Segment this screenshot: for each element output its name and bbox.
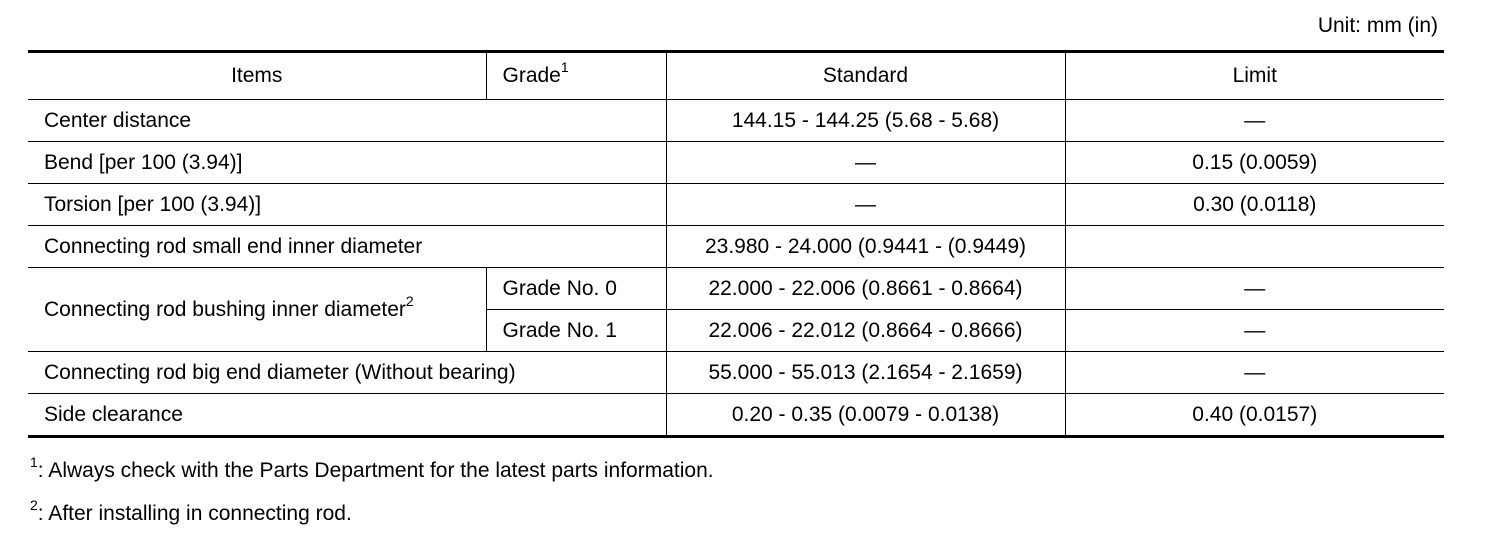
standard-cell: 23.980 - 24.000 (0.9441 - (0.9449) xyxy=(666,226,1065,268)
item-cell xyxy=(28,268,486,352)
limit-cell: — xyxy=(1065,352,1444,394)
footnote-2 xyxy=(30,499,714,542)
limit-cell: — xyxy=(1065,100,1444,142)
grade-cell: Grade No. 1 xyxy=(486,310,666,352)
footnote-1 xyxy=(30,456,714,499)
standard-cell: 0.20 - 0.35 (0.0079 - 0.0138) xyxy=(666,394,1065,437)
header-row xyxy=(28,52,1444,100)
item-cell: Side clearance xyxy=(28,394,666,437)
header-grade xyxy=(486,52,666,100)
standard-cell: 55.000 - 55.013 (2.1654 - 2.1659) xyxy=(666,352,1065,394)
header-grade-label: Grade xyxy=(502,64,561,87)
header-standard xyxy=(666,52,1065,100)
standard-cell: 144.15 - 144.25 (5.68 - 5.68) xyxy=(666,100,1065,142)
unit-label: Unit: mm (in) xyxy=(1317,14,1438,37)
item-cell: Bend [per 100 (3.94)] xyxy=(28,142,666,184)
limit-cell: 0.30 (0.0118) xyxy=(1065,184,1444,226)
footnote-1-text: : Always check with the Parts Department for the latest parts information. xyxy=(37,459,714,482)
limit-cell xyxy=(1065,226,1444,268)
table-row xyxy=(28,226,1444,268)
bushing-item-label: Connecting rod bushing inner diameter xyxy=(44,297,406,321)
spec-table xyxy=(28,50,1444,438)
limit-cell: — xyxy=(1065,310,1444,352)
footnote-ref-1: 1 xyxy=(560,59,569,75)
footnote-2-text: : After installing in connecting rod. xyxy=(37,502,352,525)
header-items xyxy=(28,52,486,100)
footnote-1-marker: 1 xyxy=(30,454,38,470)
footnote-ref-2: 2 xyxy=(405,292,414,309)
item-cell: Connecting rod big end diameter (Without bearing) xyxy=(28,352,666,394)
header-limit-label: Limit xyxy=(1232,64,1277,87)
limit-cell: — xyxy=(1065,268,1444,310)
header-items-label: Items xyxy=(231,64,283,87)
table-row xyxy=(28,394,1444,437)
limit-cell: 0.40 (0.0157) xyxy=(1065,394,1444,437)
footnote-2-marker: 2 xyxy=(30,497,38,513)
item-cell: Torsion [per 100 (3.94)] xyxy=(28,184,666,226)
table-row xyxy=(28,100,1444,142)
item-cell: Center distance xyxy=(28,100,666,142)
footnotes xyxy=(30,456,714,542)
table-row xyxy=(28,268,1444,310)
table-row xyxy=(28,352,1444,394)
limit-cell: 0.15 (0.0059) xyxy=(1065,142,1444,184)
standard-cell: — xyxy=(666,142,1065,184)
standard-cell: — xyxy=(666,184,1065,226)
header-standard-label: Standard xyxy=(822,64,909,87)
standard-cell: 22.000 - 22.006 (0.8661 - 0.8664) xyxy=(666,268,1065,310)
grade-cell: Grade No. 0 xyxy=(486,268,666,310)
header-limit xyxy=(1065,52,1444,100)
item-cell: Connecting rod small end inner diameter xyxy=(28,226,666,268)
table-row xyxy=(28,184,1444,226)
standard-cell: 22.006 - 22.012 (0.8664 - 0.8666) xyxy=(666,310,1065,352)
table-row xyxy=(28,142,1444,184)
